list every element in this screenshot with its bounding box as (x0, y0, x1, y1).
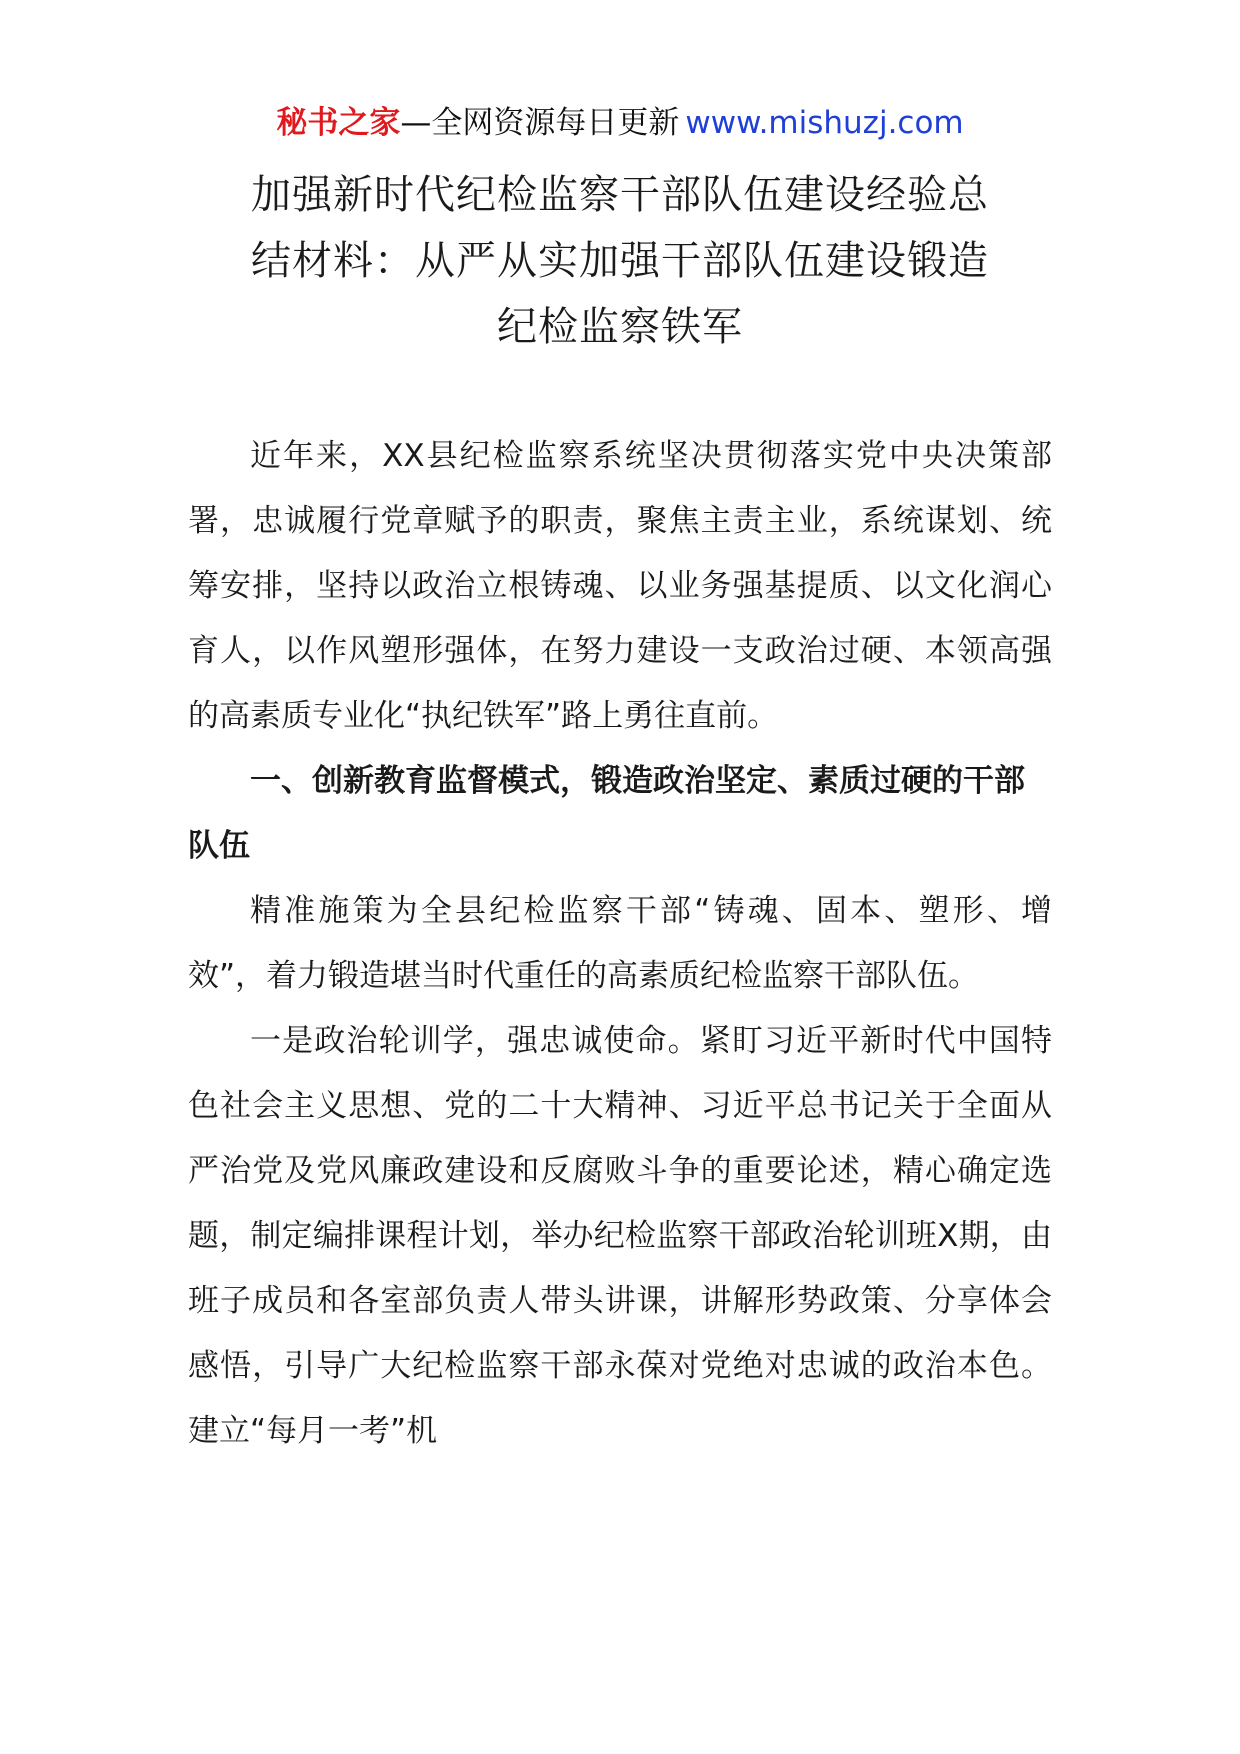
title-line-3: 纪检监察铁军 (497, 304, 743, 350)
document-body (188, 424, 1052, 1464)
section-1-heading: 一、创新教育监督模式，锻造政治坚定、素质过硬的干部队伍 (188, 763, 1025, 864)
site-url-link[interactable]: www.mishuzj.com (685, 105, 964, 141)
site-header (0, 100, 1240, 146)
intro-paragraph: 近年来，XX县纪检监察系统坚决贯彻落实党中央决策部署，忠诚履行党章赋予的职责，聚焦主责主业，系统谋划、统筹安排，坚持以政治立根铸魂、以业务强基提质、以文化润心育人，以作风塑形强体，在努力建设一支政治过硬、本领高强的高素质专业化“执纪铁军”路上勇往直前。 (188, 438, 1052, 734)
section-1-intro-paragraph: 精准施策为全县纪检监察干部“铸魂、固本、塑形、增效”，着力锻造堪当时代重任的高素质纪检监察干部队伍。 (188, 893, 1052, 994)
header-tagline: —全网资源每日更新 (400, 105, 680, 141)
section-1-point-1-paragraph: 一是政治轮训学，强忠诚使命。紧盯习近平新时代中国特色社会主义思想、党的二十大精神、习近平总书记关于全面从严治党及党风廉政建设和反腐败斗争的重要论述，精心确定选题，制定编排课程计划，举办纪检监察干部政治轮训班X期，由班子成员和各室部负责人带头讲课，讲解形势政策、分享体会感悟，引导广大纪检监察干部永葆对党绝对忠诚的政治本色。建立“每月一考”机 (188, 1023, 1052, 1449)
brand-name: 秘书之家 (276, 105, 401, 141)
document-title (190, 162, 1050, 360)
title-line-1: 加强新时代纪检监察干部队伍建设经验总 (251, 172, 989, 218)
title-line-2: 结材料：从严从实加强干部队伍建设锻造 (251, 238, 989, 284)
